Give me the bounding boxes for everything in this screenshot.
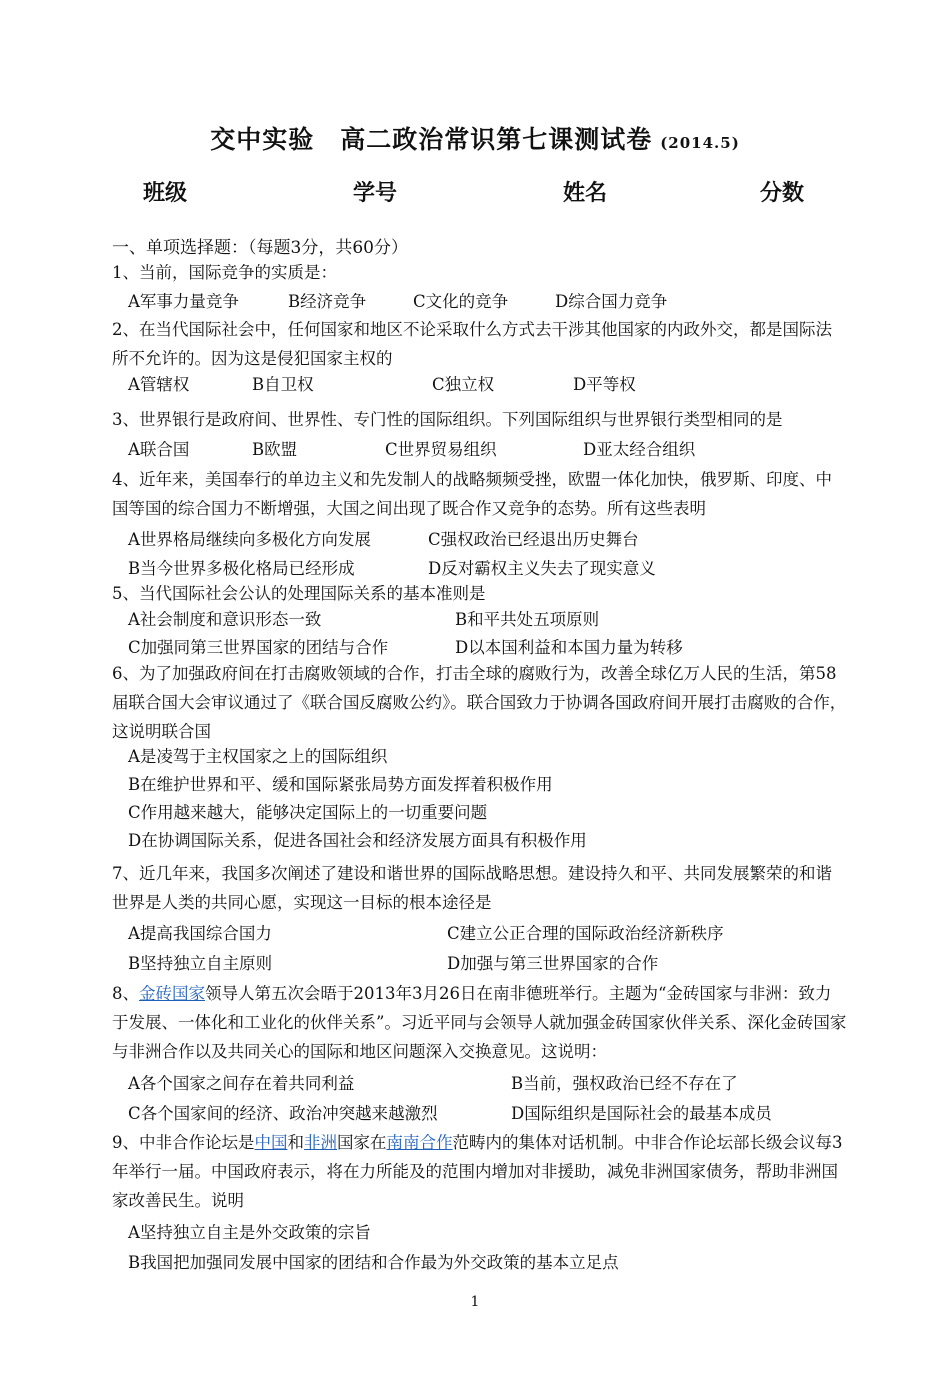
question-1-stem: 1、当前，国际竞争的实质是： — [112, 263, 337, 282]
question-7-stem: 7、近几年来，我国多次阐述了建设和谐世界的国际战略思想。建设持久和平、共同发展繁荣的和谐世界是人类的共同心愿，实现这一目标的根本途径是 — [112, 864, 832, 912]
q1-option-c: C文化的竞争 — [413, 292, 509, 311]
question-4-stem: 4、近年来，美国奉行的单边主义和先发制人的战略频频受挫，欧盟一体化加快，俄罗斯、印度、中国等国的综合国力不断增强，大国之间出现了既合作又竞争的态势。所有这些表明 — [112, 470, 832, 518]
q7-option-d: D加强与第三世界国家的合作 — [447, 954, 659, 973]
q2-option-d: D平等权 — [573, 375, 636, 394]
q9-text: 范畴内的集体对话机制。中非合作论坛部长级会议每3年举行一届。中国政府表示，将在力所能及的范围内增加对非援助，减免非洲国家债务，帮助非洲国家改善民生。说明 — [112, 1133, 843, 1210]
q9-option-a: A坚持独立自主是外交政策的宗旨 — [128, 1223, 371, 1242]
page-number: 1 — [470, 1294, 480, 1310]
title-text: 交中实验 高二政治常识第七课测试卷 — [210, 125, 653, 154]
question-2-stem: 2、在当代国际社会中，任何国家和地区不论采取什么方式去干涉其他国家的内政外交，都是国际法所不允许的。因为这是侵犯国家主权的 — [112, 320, 832, 368]
q1-option-d: D综合国力竞争 — [555, 292, 668, 311]
q5-option-b: B和平共处五项原则 — [455, 610, 600, 629]
q7-option-b: B坚持独立自主原则 — [128, 954, 273, 973]
q5-option-a: A社会制度和意识形态一致 — [128, 610, 322, 629]
question-9-stem — [112, 1128, 847, 1215]
q6-option-a: A是凌驾于主权国家之上的国际组织 — [128, 747, 388, 766]
link-brics[interactable]: 金砖国家 — [139, 984, 205, 1003]
q8-option-c: C各个国家间的经济、政治冲突越来越激烈 — [128, 1104, 438, 1123]
q9-option-b: B我国把加强同发展中国家的团结和合作最为外交政策的基本立足点 — [128, 1253, 619, 1272]
field-name: 姓名 — [563, 180, 608, 206]
q6-option-c: C作用越来越大，能够决定国际上的一切重要问题 — [128, 803, 488, 822]
q4-option-a: A世界格局继续向多极化方向发展 — [128, 530, 371, 549]
q8-prefix: 8、 — [112, 984, 139, 1003]
q1-option-a: A军事力量竞争 — [128, 292, 239, 311]
field-class: 班级 — [143, 180, 188, 206]
q5-option-c: C加强同第三世界国家的团结与合作 — [128, 638, 389, 657]
link-africa[interactable]: 非洲 — [304, 1133, 337, 1152]
link-south-south[interactable]: 南南合作 — [386, 1133, 453, 1152]
question-3-stem: 3、世界银行是政府间、世界性、专门性的国际组织。下列国际组织与世界银行类型相同的是 — [112, 410, 783, 429]
q8-option-d: D国际组织是国际社会的最基本成员 — [511, 1104, 772, 1123]
q2-option-b: B自卫权 — [252, 375, 314, 394]
q7-option-a: A提高我国综合国力 — [128, 924, 272, 943]
q4-option-d: D反对霸权主义失去了现实意义 — [428, 559, 656, 578]
field-score: 分数 — [760, 180, 805, 206]
q4-option-c: C强权政治已经退出历史舞台 — [428, 530, 639, 549]
q3-option-a: A联合国 — [128, 440, 190, 459]
q9-prefix: 9、中非合作论坛是 — [112, 1133, 255, 1152]
q2-option-a: A管辖权 — [128, 375, 190, 394]
q2-option-c: C独立权 — [432, 375, 495, 394]
exam-title — [0, 120, 950, 156]
q5-option-d: D以本国利益和本国力量为转移 — [455, 638, 683, 657]
section-title: 一、单项选择题：（每题3分，共60分） — [112, 238, 408, 258]
q9-mid2: 国家在 — [337, 1133, 387, 1152]
q7-option-c: C建立公正合理的国际政治经济新秩序 — [447, 924, 724, 943]
q8-text: 领导人第五次会晤于2013年3月26日在南非德班举行。主题为“金砖国家与非洲：致力于发展、一体化和工业化的伙伴关系”。习近平同与会领导人就加强金砖国家伙伴关系、深化金砖国家与非洲合作以及共同关心的国际和地区问题深入交换意见。这说明： — [112, 984, 847, 1061]
q6-option-d: D在协调国际关系，促进各国社会和经济发展方面具有积极作用 — [128, 831, 587, 850]
question-5-stem: 5、当代国际社会公认的处理国际关系的基本准则是 — [112, 584, 486, 603]
exam-date: (2014.5) — [660, 134, 740, 152]
q3-option-d: D亚太经合组织 — [583, 440, 696, 459]
q9-mid1: 和 — [287, 1133, 304, 1152]
field-student-number: 学号 — [353, 180, 398, 206]
q4-option-b: B当今世界多极化格局已经形成 — [128, 559, 355, 578]
question-8-stem — [112, 979, 847, 1066]
q3-option-c: C世界贸易组织 — [385, 440, 497, 459]
q1-option-b: B经济竞争 — [288, 292, 367, 311]
link-china[interactable]: 中国 — [254, 1133, 288, 1152]
question-6-stem: 6、为了加强政府间在打击腐败领域的合作，打击全球的腐败行为，改善全球亿万人民的生活，第58届联合国大会审议通过了《联合国反腐败公约》。联合国致力于协调各国政府间开展打击腐败的合作，这说明联合国 — [112, 664, 847, 741]
q6-option-b: B在维护世界和平、缓和国际紧张局势方面发挥着积极作用 — [128, 775, 553, 794]
q8-option-a: A各个国家之间存在着共同利益 — [128, 1074, 355, 1093]
q3-option-b: B欧盟 — [252, 440, 298, 459]
q8-option-b: B当前，强权政治已经不存在了 — [511, 1074, 738, 1093]
